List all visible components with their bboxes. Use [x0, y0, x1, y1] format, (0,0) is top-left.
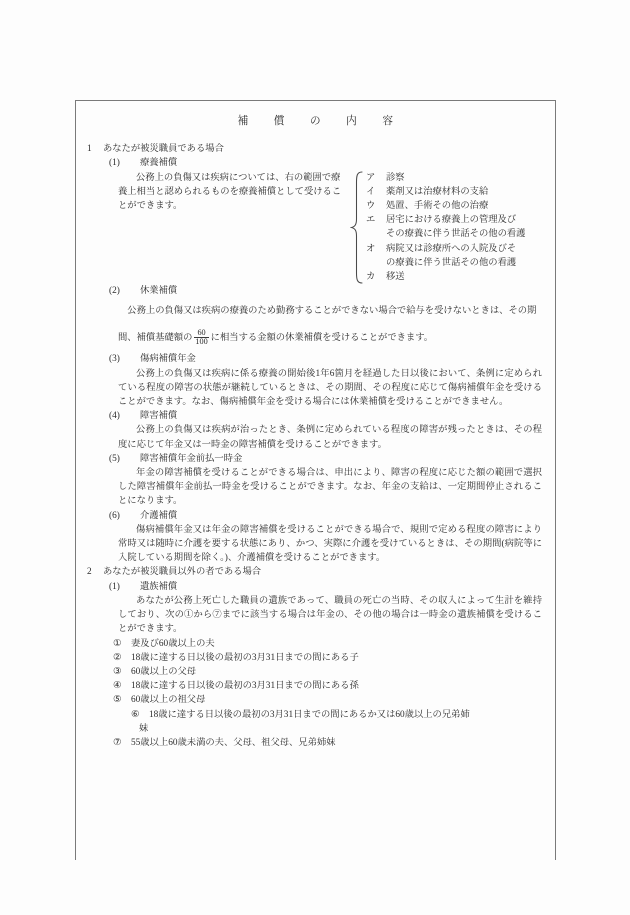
- treatment-scope-list: [366, 171, 544, 285]
- list-marker: カ: [366, 272, 376, 283]
- list-item: [87, 651, 544, 665]
- section-2-number: 2: [87, 567, 92, 578]
- section-1-heading: [87, 142, 544, 156]
- item-1-1-heading-text: 療養補償: [140, 158, 178, 169]
- item-1-6-number: (6): [109, 510, 120, 521]
- document-frame: [75, 100, 556, 860]
- section-1-number: 1: [87, 144, 92, 155]
- item-1-1-number: (1): [109, 158, 120, 169]
- item-1-2-body-part1: 公務上の負傷又は疾病の療養のため勤務することができない場合で給与を受けないときは、その期間、補償基礎額の: [118, 306, 537, 344]
- list-text: 薬剤又は治療材料の支給: [386, 186, 489, 197]
- item-1-3-heading-text: 傷病補償年金: [140, 354, 196, 365]
- item-1-2-heading: [87, 284, 544, 298]
- list-marker: ②: [113, 652, 122, 663]
- list-marker: オ: [366, 243, 376, 254]
- item-1-6-heading: [87, 509, 544, 523]
- item-1-4-number: (4): [109, 411, 120, 422]
- item-1-6-body: 傷病補償年金又は年金の障害補償を受けることができる場合で、規則で定める程度の障害により常時又は随時に介護を要する状態にあり、かつ、実際に介護を受けているときは、その期間(病院等に入院している期間を除く。)、介護補償を受けることができます。: [118, 524, 542, 564]
- section-2-heading-text: あなたが被災職員以外の者である場合: [103, 567, 262, 578]
- list-marker: ⑥: [131, 709, 140, 720]
- section-1-heading-text: あなたが被災職員である場合: [103, 144, 224, 155]
- item-1-4-heading-text: 障害補償: [140, 411, 178, 422]
- list-marker: ④: [113, 681, 122, 692]
- item-1-1-body: 公務上の負傷又は疾病については、右の範囲で療養上相当と認められるものを療養補償として受けることができます。: [118, 172, 342, 212]
- list-text: 処置、手術その他の治療: [386, 201, 489, 212]
- list-item: [366, 270, 544, 284]
- item-1-1-content: [87, 171, 544, 285]
- item-1-5-number: (5): [109, 453, 120, 464]
- item-1-2-heading-text: 休業補償: [140, 286, 178, 297]
- item-1-3-heading: [87, 352, 544, 366]
- list-text: 妻及び60歳以上の夫: [131, 638, 215, 649]
- list-text: 18歳に達する日以後の最初の3月31日までの間にある孫: [131, 681, 359, 692]
- list-text: 60歳以上の祖父母: [131, 695, 206, 706]
- list-item: [87, 736, 544, 750]
- list-item: [366, 199, 544, 213]
- item-2-1-body: あなたが公務上死亡した職員の遺族であって、職員の死亡の当時、その収入によって生計を維持しており、次の①から⑦までに該当する場合は年金の、その他の場合は一時金の遺族補償を受けることができます。: [118, 595, 542, 635]
- item-2-1-heading-text: 遺族補償: [140, 581, 178, 592]
- item-1-5-heading: [87, 452, 544, 466]
- list-item-continuation: 妹: [139, 723, 149, 734]
- list-item: [87, 665, 544, 679]
- list-text: 診察: [386, 172, 405, 183]
- list-item: [87, 679, 544, 693]
- list-marker: ⑦: [113, 737, 122, 748]
- fraction-denominator: 100: [195, 337, 208, 347]
- list-text: 病院又は診療所への入院及びそ: [386, 243, 517, 254]
- list-marker: イ: [366, 186, 376, 197]
- list-text: 18歳に達する日以後の最初の3月31日までの間にある子: [131, 652, 359, 663]
- list-text: 18歳に達する日以後の最初の3月31日までの間にあるか又は60歳以上の兄弟姉: [149, 709, 470, 720]
- item-1-3-body: 公務上の負傷又は疾病に係る療養の開始後1年6箇月を経過した日以後において、条例に定められている程度の障害の状態が継続しているときは、その期間、その程度に応じて傷病補償年金を受けることができます。なお、傷病補償年金を受ける場合には休業補償を受けることができません。: [118, 368, 542, 408]
- item-1-1-heading: [87, 156, 544, 170]
- curly-brace-icon: [350, 171, 364, 285]
- list-marker: エ: [366, 215, 376, 226]
- list-marker: ①: [113, 638, 122, 649]
- list-marker: ウ: [366, 201, 376, 212]
- page-title: 補 償 の 内 容: [237, 116, 401, 127]
- list-text: 移送: [386, 272, 405, 283]
- item-1-5-heading-text: 障害補償年金前払一時金: [140, 453, 243, 464]
- fraction-numerator: 60: [197, 327, 206, 337]
- list-item: [366, 171, 544, 185]
- document-body: [76, 101, 555, 750]
- list-item: [87, 637, 544, 651]
- list-item: [366, 213, 544, 227]
- item-1-2-body: [87, 298, 544, 352]
- section-2-heading: [87, 565, 544, 579]
- list-marker: ⑤: [113, 695, 122, 706]
- item-1-5-body: 年金の障害補償を受けることができる場合は、申出により、障害の程度に応じた額の範囲で選択した障害補償年金前払一時金を受けることができます。なお、年金の支給は、一定期間停止されることになります。: [118, 468, 542, 507]
- list-text: 居宅における療養上の管理及び: [386, 215, 517, 226]
- item-2-1-heading: [87, 580, 544, 594]
- item-1-2-number: (2): [109, 286, 120, 297]
- list-marker: ③: [113, 666, 122, 677]
- item-1-4-heading: [87, 409, 544, 423]
- item-1-6-heading-text: 介護補償: [140, 510, 178, 521]
- list-item: [366, 185, 544, 199]
- list-item-continuation: その療養に伴う世話その他の看護: [386, 229, 526, 240]
- list-item-continuation: の療養に伴う世話その他の看護: [386, 257, 517, 268]
- list-item: [87, 693, 544, 707]
- item-1-3-number: (3): [109, 354, 120, 365]
- list-marker: ア: [366, 172, 376, 183]
- item-2-1-number: (1): [109, 581, 120, 592]
- fraction-60-over-100: [194, 329, 208, 347]
- list-item: [366, 242, 544, 256]
- list-text: 55歳以上60歳未満の夫、父母、祖父母、兄弟姉妹: [131, 737, 336, 748]
- item-1-4-body: 公務上の負傷又は疾病が治ったとき、条例に定められている程度の障害が残ったときは、その程度に応じて年金又は一時金の障害補償を受けることができます。: [118, 425, 542, 450]
- list-item: [87, 708, 544, 736]
- item-1-2-body-part2: に相当する金額の休業補償を受けることができます。: [210, 333, 434, 344]
- list-text: 60歳以上の父母: [131, 666, 197, 677]
